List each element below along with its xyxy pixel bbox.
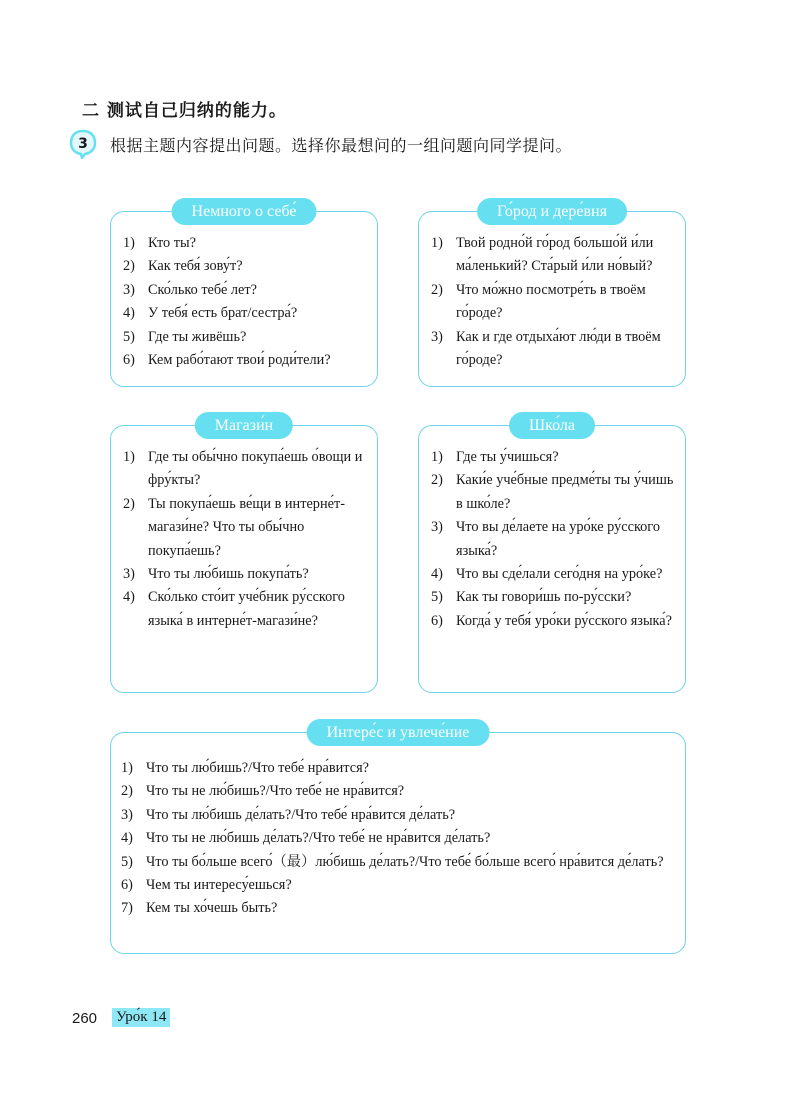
list-item: [431, 279, 677, 326]
item-text: Когда́ у тебя́ уро́ки ру́сского языка́?: [456, 612, 672, 629]
list-item: [123, 563, 369, 586]
item-number: 1): [121, 760, 133, 776]
question-list: [121, 757, 673, 921]
topic-label: Немного о себе́: [172, 198, 317, 225]
item-text: У тебя́ есть брат/сестра́?: [148, 305, 298, 322]
item-text: Где ты у́чишься?: [456, 449, 559, 465]
list-item: [431, 446, 677, 469]
item-number: 4): [123, 305, 135, 322]
lesson-tag: Уро́к 14: [112, 1008, 170, 1027]
item-number: 6): [431, 612, 443, 629]
item-number: 2): [121, 783, 133, 800]
item-text: Что вы сде́лали сего́дня на уро́ке?: [456, 566, 663, 583]
item-text: Что ты лю́бишь де́лать?/Что тебе́ нра́вится де́лать?: [146, 806, 456, 823]
item-text: Что вы де́лаете на уро́ке ру́сского языка́?: [456, 519, 660, 559]
item-number: 7): [121, 900, 133, 917]
item-number: 5): [121, 853, 133, 870]
item-number: 3): [121, 806, 133, 823]
topic-box-interests: [110, 724, 686, 954]
item-text: Что мо́жно посмотре́ть в твоём го́роде?: [456, 281, 646, 322]
list-item: [123, 279, 369, 302]
task-number: 3: [78, 136, 88, 152]
item-number: 2): [123, 495, 135, 512]
list-item: [121, 874, 673, 897]
task-row: [68, 129, 572, 159]
list-item: [123, 586, 369, 633]
topic-label: Го́род и дере́вня: [477, 198, 627, 225]
item-number: 2): [123, 258, 135, 275]
item-number: 6): [123, 352, 135, 369]
item-number: 1): [431, 449, 443, 465]
item-number: 4): [123, 589, 135, 606]
topic-label: Шко́ла: [509, 412, 595, 439]
item-number: 3): [123, 281, 135, 298]
item-text: Что ты лю́бишь?/Что тебе́ нра́вится?: [146, 760, 369, 776]
item-number: 4): [431, 566, 443, 583]
item-text: Что ты лю́бишь покупа́ть?: [148, 566, 309, 583]
item-text: Чем ты интересу́ешься?: [146, 877, 292, 894]
list-item: [431, 610, 677, 633]
list-item: [121, 804, 673, 827]
list-item: [431, 232, 677, 279]
page-number: 260: [72, 1010, 98, 1027]
item-text: Ты покупа́ешь ве́щи в интерне́т-магази́не? Что ты обы́чно покупа́ешь?: [148, 495, 345, 559]
item-number: 3): [123, 566, 135, 583]
list-item: [431, 326, 677, 373]
task-number-badge: [68, 129, 98, 159]
list-item: [123, 493, 369, 563]
item-number: 3): [431, 328, 443, 345]
topic-label: Интере́с и увлече́ние: [307, 719, 490, 746]
list-item: [121, 851, 673, 874]
item-number: 1): [123, 449, 135, 465]
question-list: [431, 232, 677, 372]
item-text: Кем ты хо́чешь быть?: [146, 900, 278, 917]
item-number: 1): [123, 235, 135, 251]
list-item: [123, 446, 369, 493]
list-item: [123, 349, 369, 372]
list-item: [123, 326, 369, 349]
item-number: 2): [431, 472, 443, 489]
item-number: 4): [121, 830, 133, 847]
item-text: Что ты не лю́бишь?/Что тебе́ не нра́вится?: [146, 783, 405, 800]
list-item: [123, 232, 369, 255]
question-list: [123, 446, 369, 633]
list-item: [121, 780, 673, 803]
item-number: 2): [431, 281, 443, 298]
list-item: [121, 757, 673, 780]
item-text: Что ты не лю́бишь де́лать?/Что тебе́ не нра́вится де́лать?: [146, 830, 491, 847]
item-text: Твой родно́й го́род большо́й и́ли ма́ленький? Ста́рый и́ли но́вый?: [456, 235, 654, 275]
item-text: Кто ты?: [148, 235, 196, 251]
topic-box-shop: [110, 417, 378, 693]
list-item: [431, 469, 677, 516]
list-item: [123, 302, 369, 325]
list-item: [121, 827, 673, 850]
list-item: [431, 516, 677, 563]
item-text: Кем рабо́тают твои́ роди́тели?: [148, 352, 331, 369]
item-text: Как тебя́ зову́т?: [148, 258, 243, 275]
item-number: 1): [431, 235, 443, 251]
list-item: [431, 563, 677, 586]
section-title: 二 测试自己归纳的能力。: [82, 101, 287, 121]
item-text: Каки́е уче́бные предме́ты ты у́чишь в шко́ле?: [456, 472, 674, 512]
list-item: [431, 586, 677, 609]
item-text: Как ты говори́шь по-ру́сски?: [456, 589, 632, 606]
item-number: 6): [121, 877, 133, 894]
item-text: Как и где отдыха́ют лю́ди в твоём го́роде?: [456, 328, 661, 369]
question-list: [123, 232, 369, 372]
topic-box-about-self: [110, 203, 378, 387]
question-list: [431, 446, 677, 633]
topic-box-city-village: [418, 203, 686, 387]
item-number: 3): [431, 519, 443, 536]
list-item: [121, 897, 673, 920]
topic-box-school: [418, 417, 686, 693]
task-instruction: 根据主题内容提出问题。选择你最想问的一组问题向同学提问。: [110, 135, 573, 155]
item-number: 5): [431, 589, 443, 606]
item-text: Ско́лько сто́ит уче́бник ру́сского языка́ в интерне́т-магази́не?: [148, 589, 345, 629]
item-text: Ско́лько тебе́ лет?: [148, 281, 257, 298]
item-number: 5): [123, 328, 135, 345]
item-text: Где ты живёшь?: [148, 328, 247, 345]
item-text: Где ты обы́чно покупа́ешь о́вощи и фру́кты?: [148, 449, 363, 489]
list-item: [123, 255, 369, 278]
topic-label: Магази́н: [195, 412, 293, 439]
item-text: Что ты бо́льше всего́（最）лю́бишь де́лать?/Что тебе́ бо́льше всего́ нра́вится де́лать?: [146, 853, 664, 870]
